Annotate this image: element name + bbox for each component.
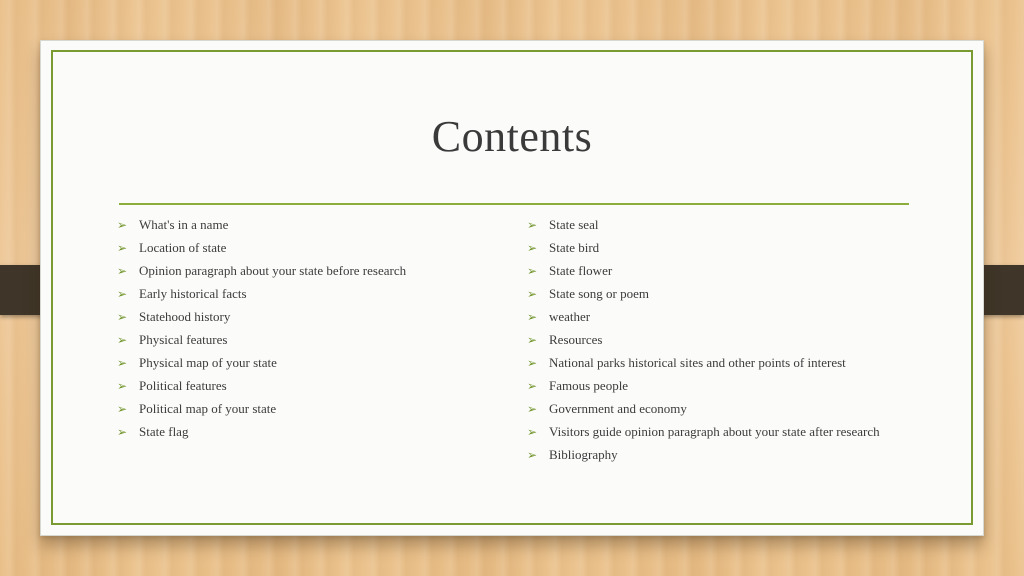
list-item-label: State song or poem bbox=[549, 286, 650, 301]
arrowhead-bullet-icon: ➢ bbox=[527, 356, 538, 370]
list-item bbox=[115, 262, 515, 285]
page-title: Contents bbox=[431, 112, 593, 161]
list-item-label: Location of state bbox=[139, 240, 227, 255]
title-divider bbox=[119, 203, 909, 205]
list-item bbox=[525, 331, 945, 354]
arrowhead-bullet-icon: ➢ bbox=[117, 264, 128, 278]
arrowhead-bullet-icon: ➢ bbox=[527, 241, 538, 255]
arrowhead-bullet-icon: ➢ bbox=[527, 425, 538, 439]
list-item-label: National parks historical sites and other points of interest bbox=[549, 355, 846, 370]
arrowhead-bullet-icon: ➢ bbox=[527, 218, 538, 232]
slide-card bbox=[40, 40, 984, 536]
list-item-label: Statehood history bbox=[139, 309, 231, 324]
list-item-label: Visitors guide opinion paragraph about your state after research bbox=[549, 424, 880, 439]
contents-list-right bbox=[525, 216, 945, 469]
arrowhead-bullet-icon: ➢ bbox=[527, 264, 538, 278]
list-item-label: State flower bbox=[549, 263, 613, 278]
arrowhead-bullet-icon: ➢ bbox=[117, 333, 128, 347]
list-item bbox=[115, 400, 515, 423]
list-item-label: Physical features bbox=[139, 332, 228, 347]
list-item-label: State flag bbox=[139, 424, 189, 439]
list-item-label: Resources bbox=[549, 332, 603, 347]
list-item bbox=[525, 308, 945, 331]
list-item-label: Physical map of your state bbox=[139, 355, 277, 370]
list-item-label: Famous people bbox=[549, 378, 629, 393]
arrowhead-bullet-icon: ➢ bbox=[117, 310, 128, 324]
arrowhead-bullet-icon: ➢ bbox=[117, 379, 128, 393]
list-item bbox=[525, 377, 945, 400]
arrowhead-bullet-icon: ➢ bbox=[117, 241, 128, 255]
list-item bbox=[525, 239, 945, 262]
list-item-label: Opinion paragraph about your state before research bbox=[139, 263, 407, 278]
arrowhead-bullet-icon: ➢ bbox=[117, 425, 128, 439]
arrowhead-bullet-icon: ➢ bbox=[527, 402, 538, 416]
list-item bbox=[115, 331, 515, 354]
arrowhead-bullet-icon: ➢ bbox=[527, 310, 538, 324]
arrowhead-bullet-icon: ➢ bbox=[527, 448, 538, 462]
list-item-label: Early historical facts bbox=[139, 286, 247, 301]
list-item-label: State seal bbox=[549, 217, 599, 232]
arrowhead-bullet-icon: ➢ bbox=[117, 402, 128, 416]
list-item bbox=[115, 239, 515, 262]
list-item bbox=[525, 354, 945, 377]
list-item bbox=[115, 423, 515, 446]
list-item-label: Bibliography bbox=[549, 447, 618, 462]
list-item bbox=[115, 377, 515, 400]
arrowhead-bullet-icon: ➢ bbox=[117, 218, 128, 232]
list-item bbox=[115, 354, 515, 377]
list-item bbox=[525, 400, 945, 423]
list-item bbox=[525, 262, 945, 285]
list-item bbox=[525, 216, 945, 239]
list-item-label: Political map of your state bbox=[139, 401, 277, 416]
list-item-label: Political features bbox=[139, 378, 227, 393]
list-item-label: Government and economy bbox=[549, 401, 687, 416]
arrowhead-bullet-icon: ➢ bbox=[117, 356, 128, 370]
list-item bbox=[525, 423, 945, 446]
contents-list-left bbox=[115, 216, 515, 446]
list-item bbox=[115, 285, 515, 308]
arrowhead-bullet-icon: ➢ bbox=[527, 287, 538, 301]
arrowhead-bullet-icon: ➢ bbox=[527, 379, 538, 393]
arrowhead-bullet-icon: ➢ bbox=[527, 333, 538, 347]
list-item bbox=[115, 216, 515, 239]
list-item-label: weather bbox=[549, 309, 591, 324]
list-item-label: What's in a name bbox=[139, 217, 229, 232]
list-item-label: State bird bbox=[549, 240, 600, 255]
list-item bbox=[525, 446, 945, 469]
list-item bbox=[525, 285, 945, 308]
list-item bbox=[115, 308, 515, 331]
arrowhead-bullet-icon: ➢ bbox=[117, 287, 128, 301]
